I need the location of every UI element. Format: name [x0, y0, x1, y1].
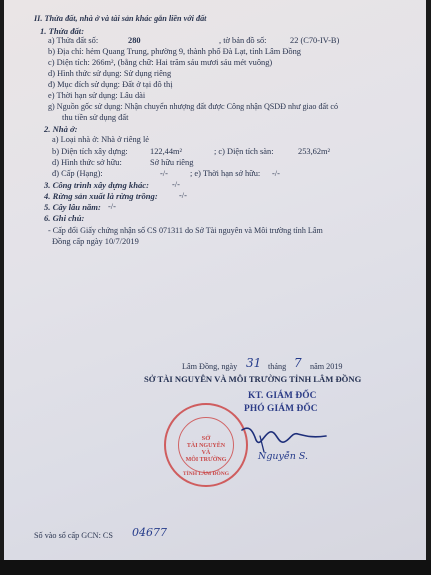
construction-value: -/- — [172, 180, 180, 189]
seal-line-4: MÔI TRƯỜNG — [185, 457, 227, 463]
build-area-value: 122,44m² — [150, 147, 183, 156]
issue-place-label: Lâm Đồng, ngày — [182, 362, 238, 371]
kt-director: KT. GIÁM ĐỐC — [248, 391, 317, 401]
bottom-edge — [0, 560, 431, 575]
ownership-label: d) Hình thức sở hữu: — [52, 158, 122, 167]
house-heading: 2. Nhà ở: — [44, 124, 78, 134]
usage-form-line: d) Hình thức sử dụng: Sử dụng riêng — [48, 69, 172, 78]
map-sheet-label: , tờ bản đồ số: — [219, 36, 267, 45]
issue-month: 7 — [294, 356, 302, 370]
certificate-page — [4, 0, 426, 560]
registry-label: Số vào sổ cấp GCN: CS — [34, 531, 113, 540]
map-sheet-value: 22 (C70-IV-B) — [290, 36, 340, 45]
floor-area-label: ; c) Diện tích sàn: — [214, 147, 274, 156]
signer-name: Nguyễn S. — [258, 451, 309, 462]
origin-line-1: g) Nguồn gốc sử dụng: Nhận chuyển nhượng đất được Công nhận QSDĐ như giao đất có — [48, 102, 339, 111]
usage-purpose-line: đ) Mục đích sử dụng: Đất ở tại đô thị — [48, 80, 173, 89]
seal-line-2: TÀI NGUYÊN — [186, 443, 226, 449]
deputy-director: PHÓ GIÁM ĐỐC — [244, 404, 318, 414]
grade-value: -/- — [160, 169, 168, 178]
forest-heading: 4. Rừng sản xuất là rừng trồng: — [44, 191, 158, 201]
forest-value: -/- — [179, 191, 187, 200]
address-line: b) Địa chỉ: hẻm Quang Trung, phường 9, thành phố Đà Lạt, tỉnh Lâm Đồng — [48, 47, 301, 56]
section-header: II. Thửa đất, nhà ở và tài sản khác gắn liền với đất — [34, 14, 207, 23]
issue-year: năm 2019 — [310, 362, 343, 371]
seal-line-1: SỞ — [201, 435, 211, 442]
notes-heading: 6. Ghi chú: — [44, 213, 85, 223]
ownership-value: Sở hữu riêng — [150, 158, 194, 167]
own-term-label: ; e) Thời hạn sở hữu: — [190, 169, 261, 178]
lot-number-value: 280 — [128, 36, 141, 45]
floor-area-value: 253,62m² — [298, 147, 331, 156]
note-line-1: - Cấp đổi Giấy chứng nhận số CS 071311 do Sở Tài nguyên và Môi trường tỉnh Lâm — [48, 226, 323, 235]
issue-day: 31 — [246, 356, 262, 370]
own-term-value: -/- — [272, 169, 280, 178]
lot-number-label: a) Thửa đất số: — [48, 36, 99, 45]
seal-line-3: VÀ — [201, 450, 211, 456]
issue-month-label: tháng — [268, 362, 287, 371]
seal-line-5: TỈNH LÂM ĐỒNG — [182, 471, 230, 477]
origin-line-2: thu tiền sử dụng đất — [62, 113, 129, 122]
perennial-value: -/- — [108, 202, 116, 211]
issuing-authority: SỞ TÀI NGUYÊN VÀ MÔI TRƯỜNG TỈNH LÂM ĐỒNG — [144, 374, 362, 384]
construction-heading: 3. Công trình xây dựng khác: — [44, 180, 149, 190]
perennial-heading: 5. Cây lâu năm: — [44, 202, 101, 212]
house-type-line: a) Loại nhà ở: Nhà ở riêng lẻ — [52, 135, 149, 144]
land-heading: 1. Thửa đất: — [40, 26, 85, 36]
note-line-2: Đồng cấp ngày 10/7/2019 — [52, 237, 139, 246]
usage-term-line: e) Thời hạn sử dụng: Lâu dài — [48, 91, 146, 100]
registry-number: 04677 — [132, 526, 167, 539]
area-line: c) Diện tích: 266m², (bằng chữ: Hai trăm sáu mươi sáu mét vuông) — [48, 58, 273, 67]
build-area-label: b) Diện tích xây dựng: — [52, 147, 128, 156]
grade-label: đ) Cấp (Hạng): — [52, 169, 103, 178]
